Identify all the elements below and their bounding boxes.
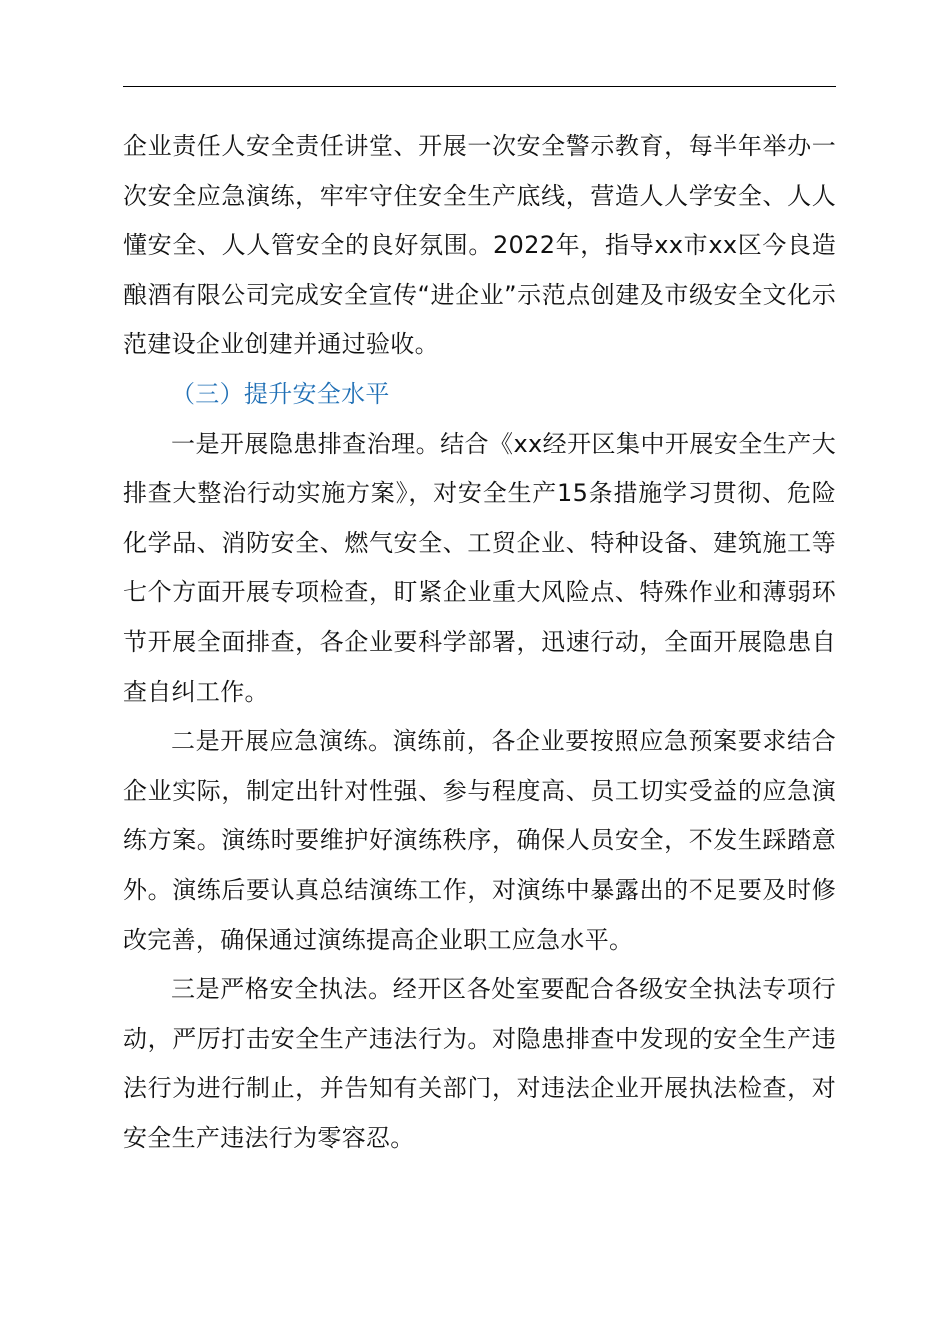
paragraph-emergency-drill: 二是开展应急演练。演练前，各企业要按照应急预案要求结合企业实际，制定出针对性强、参与程度高、员工切实受益的应急演练方案。演练时要维护好演练秩序，确保人员安全，不发生踩踏意外。演练后要认真总结演练工作，对演练中暴露出的不足要及时修改完善，确保通过演练提高企业职工应急水平。 [123,727,836,954]
paragraph-safety-enforcement: 三是严格安全执法。经开区各处室要配合各级安全执法专项行动，严厉打击安全生产违法行为。对隐患排查中发现的安全生产违法行为进行制止，并告知有关部门，对违法企业开展执法检查，对安全生产违法行为零容忍。 [123,975,836,1152]
paragraph-hazard-inspection: 一是开展隐患排查治理。结合《xx经开区集中开展安全生产大排查大整治行动实施方案》，对安全生产15条措施学习贯彻、危险化学品、消防安全、燃气安全、工贸企业、特种设备、建筑施工等七个方面开展专项检查，盯紧企业重大风险点、特殊作业和薄弱环节开展全面排查，各企业要科学部署，迅速行动，全面开展隐患自查自纠工作。 [123,429,836,706]
header-rule [123,86,836,87]
document-body [123,122,836,1163]
paragraph-safety-culture: 企业责任人安全责任讲堂、开展一次安全警示教育，每半年举办一次安全应急演练，牢牢守住安全生产底线，营造人人学安全、人人懂安全、人人管安全的良好氛围。2022年，指导xx市xx区今良造酿酒有限公司完成安全宣传“进企业”示范点创建及市级安全文化示范建设企业创建并通过验收。 [123,132,836,359]
section-heading-improve-safety-level: （三）提升安全水平 [171,379,390,408]
